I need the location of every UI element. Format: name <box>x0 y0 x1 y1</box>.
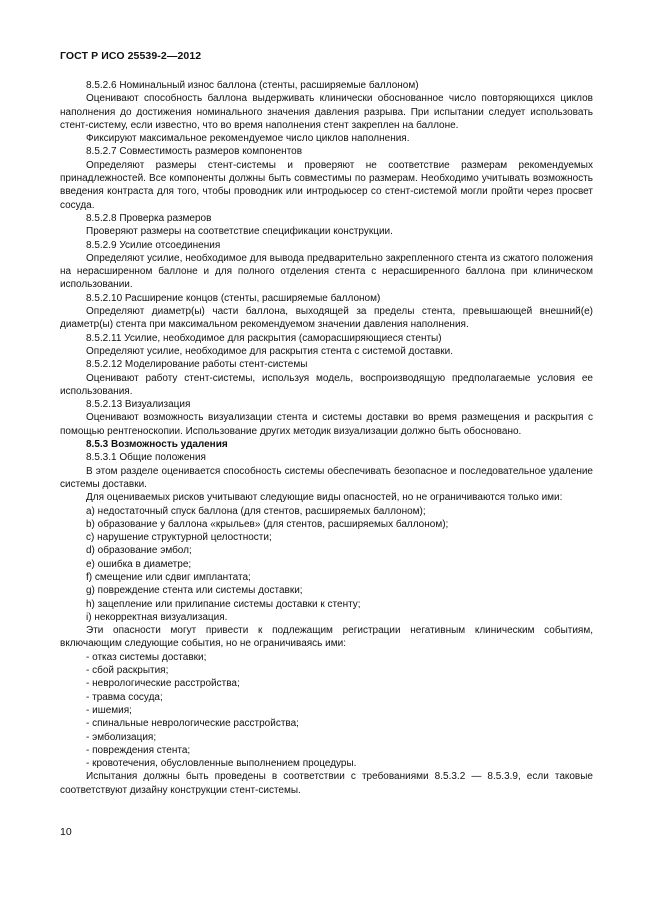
list-item: - сбой раскрытия; <box>86 665 169 677</box>
list-item: d) образование эмбол; <box>86 545 192 557</box>
list-item: - неврологические расстройства; <box>86 678 240 690</box>
list-item: - спинальные неврологические расстройства; <box>86 718 299 730</box>
clause-heading: 8.5.2.10 Расширение концов (стенты, расширяемые баллоном) <box>86 292 381 304</box>
list-item: - повреждения стента; <box>86 744 191 756</box>
list-item: f) смещение или сдвиг имплантата; <box>86 571 251 583</box>
paragraph: Определяют размеры стент-системы и проверяют не соответствие размерам рекомендуемых принадлежностей. Все компоненты должны быть совместимы по размерам. Необходимо учитывать возможность введения контраста для того, чтобы проводник или интродьюсер со стент-системой могли пройти через просвет сосуда. <box>60 159 593 211</box>
list-item: e) ошибка в диаметре; <box>86 558 192 570</box>
paragraph: Определяют диаметр(ы) части баллона, выходящей за пределы стента, превышающей внешний(е) диаметр(ы) стента при максимальном рекомендуемом значении давления наполнения. <box>60 306 593 331</box>
clause-heading: 8.5.2.13 Визуализация <box>86 399 191 411</box>
clause-heading: 8.5.2.11 Усилие, необходимое для раскрытия (саморасширяющиеся стенты) <box>86 332 442 344</box>
list-item: i) некорректная визуализация. <box>86 611 228 623</box>
section-heading: 8.5.3 Возможность удаления <box>86 439 228 451</box>
document-body <box>60 79 593 797</box>
list-item: - отказ системы доставки; <box>86 651 207 663</box>
paragraph: Для оцениваемых рисков учитывают следующие виды опасностей, но не ограничиваются только ими: <box>86 492 563 504</box>
clause-heading: 8.5.2.9 Усилие отсоединения <box>86 239 221 251</box>
paragraph: В этом разделе оценивается способность системы обеспечивать безопасное и последовательное удаление системы доставки. <box>60 465 593 490</box>
clause-heading: 8.5.2.12 Моделирование работы стент-системы <box>86 359 308 371</box>
list-item: - травма сосуда; <box>86 691 163 703</box>
list-item: - ишемия; <box>86 704 132 716</box>
clause-heading: 8.5.3.1 Общие положения <box>86 452 206 464</box>
paragraph: Определяют усилие, необходимое для вывода предварительно закрепленного стента из сжатого положения на нерасширенном баллоне и для полного отделения стента с нерасширенного баллона при клиническом использовании. <box>60 252 593 291</box>
list-item: c) нарушение структурной целостности; <box>86 532 272 544</box>
paragraph: Определяют усилие, необходимое для раскрытия стента с системой доставки. <box>86 345 454 357</box>
paragraph: Фиксируют максимальное рекомендуемое число циклов наполнения. <box>86 133 410 145</box>
paragraph: Оценивают работу стент-системы, используя модель, воспроизводящую предполагаемые условия ее использования. <box>60 372 593 397</box>
clause-heading: 8.5.2.6 Номинальный износ баллона (стенты, расширяемые баллоном) <box>86 80 419 91</box>
paragraph: Оценивают возможность визуализации стента и системы доставки во время размещения и раскрытия с помощью рентгеноскопии. Использование других методик визуализации должно быть обосновано. <box>60 412 593 437</box>
paragraph: Проверяют размеры на соответствие спецификации конструкции. <box>86 226 393 238</box>
standard-code-header: ГОСТ Р ИСО 25539-2—2012 <box>60 50 202 62</box>
list-item: - кровотечения, обусловленные выполнением процедуры. <box>86 758 357 770</box>
list-item: b) образование у баллона «крыльев» (для стентов, расширяемых баллоном); <box>86 518 449 530</box>
paragraph: Эти опасности могут привести к подлежащим регистрации негативным клиническим событиям, включающим следующие события, но не ограничиваясь ими: <box>60 625 593 650</box>
list-item: h) зацепление или прилипание системы доставки к стенту; <box>86 598 361 610</box>
clause-heading: 8.5.2.8 Проверка размеров <box>86 212 212 224</box>
list-item: a) недостаточный спуск баллона (для стентов, расширяемых баллоном); <box>86 505 426 517</box>
list-item: - эмболизация; <box>86 731 157 743</box>
paragraph: Испытания должны быть проведены в соответствии с требованиями 8.5.3.2 — 8.5.3.9, если таковые соответствуют дизайну конструкции стент-системы. <box>60 771 593 796</box>
list-item: g) повреждение стента или системы доставки; <box>86 585 303 597</box>
clause-heading: 8.5.2.7 Совместимость размеров компонентов <box>86 146 303 158</box>
paragraph: Оценивают способность баллона выдерживать клинически обоснованное число повторяющихся циклов наполнения до достижения номинального значения давления разрыва. При испытании следует использовать стент-систему, если известно, что во время наполнения стент закреплен на баллоне. <box>60 93 593 131</box>
page-number: 10 <box>60 826 72 838</box>
